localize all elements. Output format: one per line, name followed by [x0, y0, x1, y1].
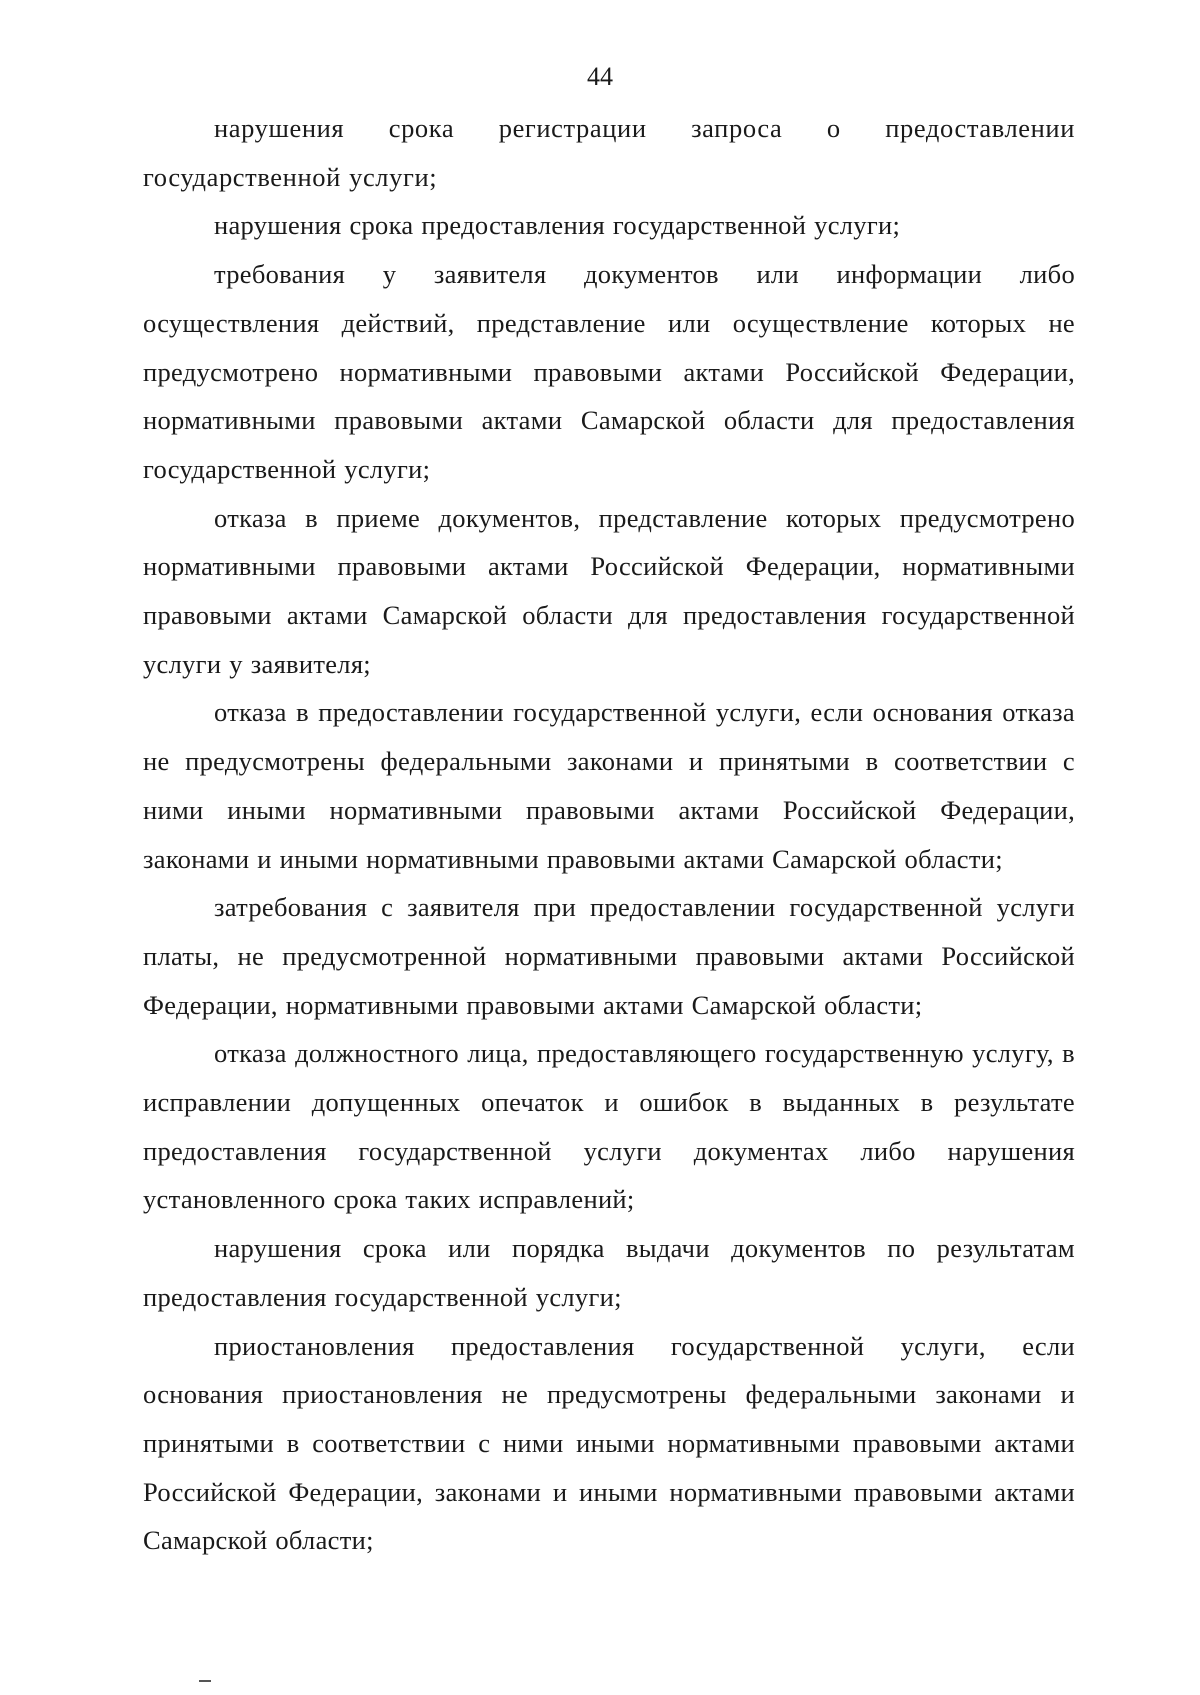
cut-off-text-mark	[199, 1680, 211, 1682]
paragraph-issuance-violation: нарушения срока или порядка выдачи документов по результатам предоставления государственной услуги;	[143, 1233, 1075, 1312]
paragraph-refusal-of-service: отказа в предоставлении государственной услуги, если основания отказа не предусмотрены федеральными законами и принятыми в соответствии с ними иными нормативными правовыми актами Российской Федерации, законами и иными нормативными правовыми актами Самарской области;	[143, 697, 1075, 874]
paragraph-registration-deadline: нарушения срока регистрации запроса о предоставлении государственной услуги;	[143, 113, 1075, 192]
paragraph-refusal-of-documents: отказа в приеме документов, представление которых предусмотрено нормативными правовыми актами Российской Федерации, нормативными правовыми актами Самарской области для предоставления государственной услуги у заявителя;	[143, 502, 1075, 679]
paragraph-correction-refusal: отказа должностного лица, предоставляющего государственную услугу, в исправлении допущенных опечаток и ошибок в выданных в результате предоставления государственной услуги документах либо нарушения установленного срока таких исправлений;	[143, 1038, 1075, 1215]
page-number: 44	[587, 62, 613, 91]
paragraph-service-deadline: нарушения срока предоставления государственной услуги;	[214, 210, 901, 241]
document-body	[143, 104, 1075, 1565]
paragraph-suspension: приостановления предоставления государственной услуги, если основания приостановления не предусмотрены федеральными законами и принятыми в соответствии с ними иными нормативными правовыми актами Российской Федерации, законами и иными нормативными правовыми актами Самарской области;	[143, 1330, 1075, 1556]
paragraph-document-requirements: требования у заявителя документов или информации либо осуществления действий, представление или осуществление которых не предусмотрено нормативными правовыми актами Российской Федерации, нормативными правовыми актами Самарской области для предоставления государственной услуги;	[143, 259, 1075, 484]
paragraph-fee-demand: затребования с заявителя при предоставлении государственной услуги платы, не предусмотренной нормативными правовыми актами Российской Федерации, нормативными правовыми актами Самарской области;	[143, 892, 1075, 1020]
